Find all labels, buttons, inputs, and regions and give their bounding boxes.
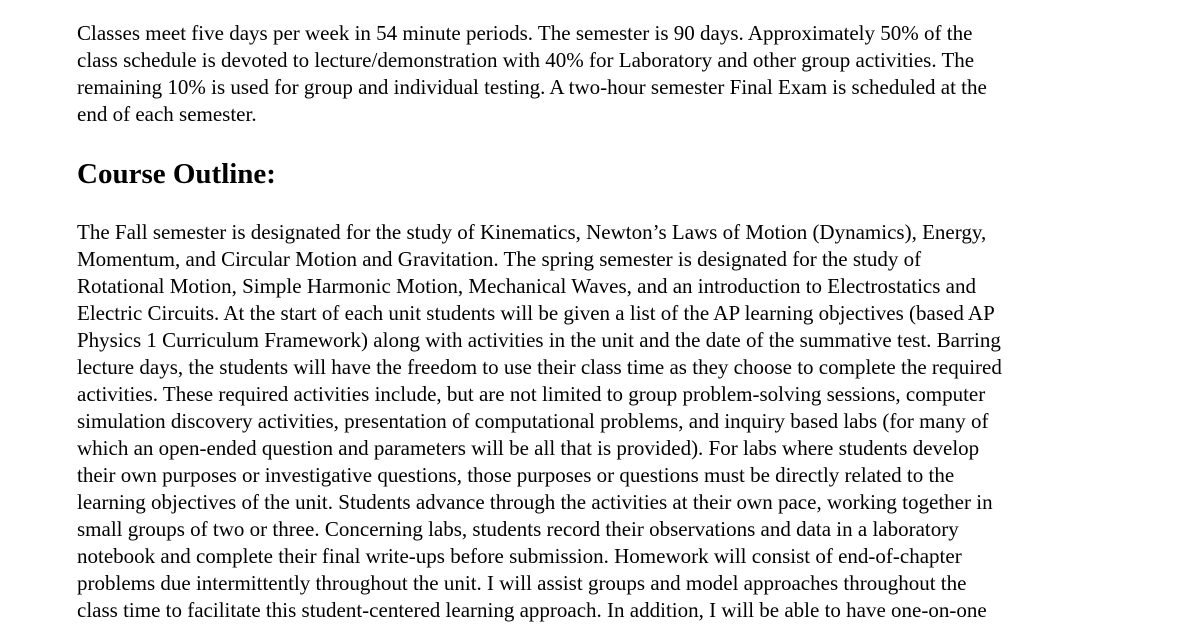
outline-line: problems due intermittently throughout the unit. I will assist groups and model approaches throughout the bbox=[77, 571, 967, 595]
outline-line: Momentum, and Circular Motion and Gravitation. The spring semester is designated for the study of bbox=[77, 247, 922, 271]
outline-line: learning objectives of the unit. Students advance through the activities at their own pace, working together in bbox=[77, 490, 993, 514]
outline-line: Rotational Motion, Simple Harmonic Motion, Mechanical Waves, and an introduction to Electrostatics and bbox=[77, 274, 976, 298]
outline-line: notebook and complete their final write-ups before submission. Homework will consist of end-of-chapter bbox=[77, 544, 962, 568]
outline-line: The Fall semester is designated for the study of Kinematics, Newton’s Laws of Motion (Dynamics), Energy, bbox=[77, 220, 987, 244]
outline-line: activities. These required activities include, but are not limited to group problem-solving sessions, computer bbox=[77, 382, 986, 406]
outline-line: lecture days, the students will have the freedom to use their class time as they choose to complete the required bbox=[77, 355, 1002, 379]
outline-line: Physics 1 Curriculum Framework) along with activities in the unit and the date of the summative test. Barring bbox=[77, 328, 1001, 352]
intro-line: remaining 10% is used for group and individual testing. A two-hour semester Final Exam is scheduled at the bbox=[77, 75, 987, 99]
outline-line: their own purposes or investigative questions, those purposes or questions must be directly related to the bbox=[77, 463, 955, 487]
outline-line: which an open-ended question and parameters will be all that is provided). For labs where students develop bbox=[77, 436, 980, 460]
outline-line: class time to facilitate this student-centered learning approach. In addition, I will be able to have one-on-one bbox=[77, 598, 987, 622]
intro-line: Classes meet five days per week in 54 minute periods. The semester is 90 days. Approximately 50% of the bbox=[77, 21, 973, 45]
outline-line: simulation discovery activities, presentation of computational problems, and inquiry based labs (for many of bbox=[77, 409, 989, 433]
intro-line: end of each semester. bbox=[77, 102, 257, 126]
outline-line: Electric Circuits. At the start of each unit students will be given a list of the AP learning objectives (based AP bbox=[77, 301, 995, 325]
outline-line: small groups of two or three. Concerning labs, students record their observations and data in a laboratory bbox=[77, 517, 959, 541]
section-heading: Course Outline: bbox=[77, 158, 276, 190]
intro-line: class schedule is devoted to lecture/demonstration with 40% for Laboratory and other group activities. The bbox=[77, 48, 975, 72]
